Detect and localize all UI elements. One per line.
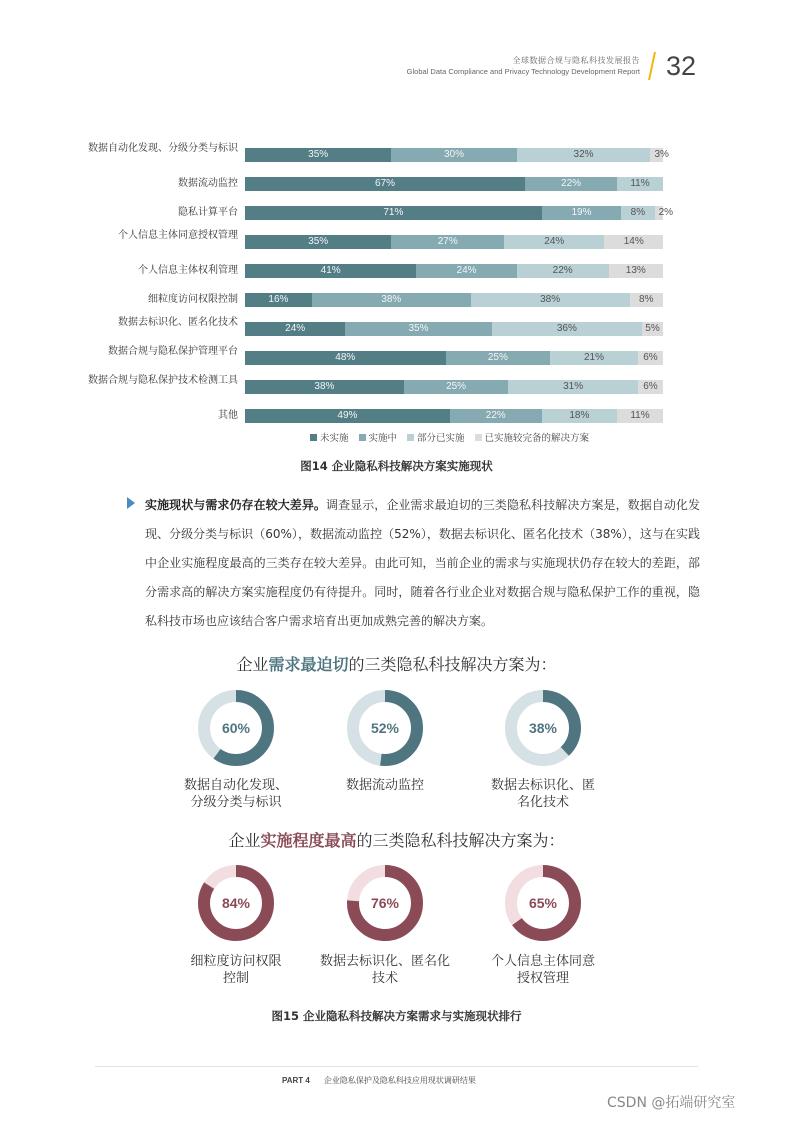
bar-segment [609, 264, 663, 278]
donut-label [310, 953, 460, 987]
bar-segment [492, 322, 642, 336]
stacked-bar [245, 293, 663, 307]
data-label: 13% [625, 265, 646, 276]
stacked-bar [245, 351, 663, 365]
bar-segment [650, 148, 669, 162]
legend-swatch [310, 434, 317, 441]
stacked-bar [245, 206, 674, 220]
category-label: 个人信息主体同意授权管理 [118, 230, 238, 241]
data-label: 6% [643, 352, 658, 363]
data-label: 38% [540, 294, 561, 305]
data-label: 67% [375, 178, 396, 189]
footer-divider [95, 1066, 698, 1067]
category-label: 隐私计算平台 [178, 207, 238, 218]
bar-segment [245, 148, 391, 162]
bar-segment [450, 409, 542, 423]
chart-legend [310, 430, 589, 444]
legend-swatch [359, 434, 366, 441]
bar-segment [638, 380, 663, 394]
chart-row [0, 140, 793, 169]
donut-label-line: 分级分类与标识 [190, 795, 282, 810]
donut-percentage: 84% [221, 895, 251, 911]
data-label: 14% [623, 236, 644, 247]
data-label: 11% [630, 410, 650, 421]
figure-15-caption: 图15 企业隐私科技解决方案需求与实施现状排行 [271, 1009, 522, 1023]
donut-chart [503, 688, 583, 768]
data-label: 38% [381, 294, 402, 305]
implement-title-highlight: 实施程度最高 [260, 831, 357, 850]
data-label: 71% [383, 207, 404, 218]
data-label: 25% [487, 352, 508, 363]
donut-chart [196, 688, 276, 768]
data-label: 22% [485, 410, 506, 421]
donut-label [161, 953, 311, 987]
category-label: 其他 [218, 410, 238, 421]
donut-label-line: 名化技术 [516, 795, 569, 810]
chart-row [0, 401, 793, 430]
donut-label-line: 数据去标识化、匿 [490, 778, 595, 793]
paragraph-lead: 实施现状与需求仍存在较大差异。 [145, 498, 326, 512]
header-divider [648, 52, 656, 80]
figure-14-caption: 图14 企业隐私科技解决方案实施现状 [300, 459, 493, 473]
bar-segment [245, 177, 525, 191]
chart-row [0, 285, 793, 314]
donut-chart [503, 863, 583, 943]
bar-segment [621, 206, 654, 220]
data-label: 3% [654, 149, 669, 160]
report-header [407, 55, 640, 77]
bar-segment [638, 351, 663, 365]
donut-chart [345, 863, 425, 943]
bar-segment [471, 293, 630, 307]
stacked-bar-chart [0, 140, 793, 450]
stacked-bar [245, 409, 663, 423]
donut-label [310, 777, 460, 794]
category-label: 数据自动化发现、分级分类与标识 [88, 143, 238, 154]
chart-row [0, 314, 793, 343]
data-label: 32% [573, 149, 594, 160]
category-label: 数据合规与隐私保护管理平台 [108, 346, 238, 357]
data-label: 24% [285, 323, 306, 334]
data-label: 16% [268, 294, 289, 305]
donut-percentage: 76% [370, 895, 400, 911]
donut-label-line: 技术 [371, 971, 398, 986]
bar-segment [345, 322, 491, 336]
stacked-bar [245, 235, 663, 249]
donut-label-line: 细粒度访问权限 [190, 954, 282, 969]
bar-segment [617, 409, 663, 423]
donut-percentage: 52% [370, 720, 400, 736]
bar-segment [245, 351, 446, 365]
footer-part: PART 4 [282, 1076, 310, 1085]
legend-item [475, 430, 590, 444]
chart-row [0, 372, 793, 401]
donut-chart [196, 863, 276, 943]
donut-label-line: 控制 [222, 971, 249, 986]
bar-segment [642, 322, 663, 336]
bar-segment [630, 293, 663, 307]
data-label: 49% [337, 410, 358, 421]
data-label: 35% [408, 323, 429, 334]
legend-label: 部分已实施 [417, 433, 465, 444]
legend-swatch [475, 434, 482, 441]
bar-segment [517, 264, 609, 278]
data-label: 30% [443, 149, 464, 160]
bar-segment [517, 148, 651, 162]
bar-segment [245, 293, 312, 307]
data-label: 8% [630, 207, 646, 218]
page-footer [282, 1075, 476, 1086]
stacked-bar [245, 380, 663, 394]
demand-title-highlight: 需求最迫切 [268, 655, 349, 674]
data-label: 48% [335, 352, 356, 363]
chart-row [0, 343, 793, 372]
demand-title-post: 的三类隐私科技解决方案为： [348, 655, 557, 674]
donut-chart [345, 688, 425, 768]
donut-percentage: 38% [528, 720, 558, 736]
data-label: 11% [630, 178, 650, 189]
data-label: 18% [569, 410, 590, 421]
data-label: 25% [446, 381, 467, 392]
bar-segment [416, 264, 516, 278]
data-label: 6% [643, 381, 658, 392]
paragraph-body: 调查显示，企业需求最迫切的三类隐私科技解决方案是，数据自动化发现、分级分类与标识（60%），数据流动监控（52%），数据去标识化、匿名化技术（38%），这与在实践中企业实施程度最高的三类存在较大差异。由此可知，当前企业的需求与实施现状仍存在较大的差距，部分需求高的解决方案实施程度仍有待提升。同时，随着各行业企业对数据合规与隐私保护工作的重视，隐私科技市场也应该结合客户需求培育出更加成熟完善的解决方案。 [145, 498, 700, 628]
legend-label: 实施中 [368, 433, 398, 444]
stacked-bar [245, 264, 663, 278]
legend-item [359, 430, 398, 444]
donut-label [468, 777, 618, 811]
implement-panel-title [0, 828, 793, 851]
data-label: 36% [556, 323, 577, 334]
watermark: CSDN @拓端研究室 [607, 1095, 736, 1111]
bar-segment [312, 293, 471, 307]
report-title-en: Global Data Compliance and Privacy Technology Development Report [406, 67, 640, 76]
bar-segment [391, 235, 504, 249]
donut-label-line: 数据自动化发现、 [183, 778, 288, 793]
data-label: 22% [561, 178, 582, 189]
bar-segment [245, 409, 450, 423]
bar-segment [404, 380, 509, 394]
data-label: 24% [456, 265, 477, 276]
page-number: 32 [666, 51, 697, 81]
data-label: 24% [544, 236, 565, 247]
bar-segment [508, 380, 638, 394]
stacked-bar [245, 177, 663, 191]
donut-label-line: 数据去标识化、匿名化 [319, 954, 450, 969]
category-label: 个人信息主体权利管理 [138, 265, 238, 276]
chart-row [0, 198, 793, 227]
bar-segment [655, 206, 674, 220]
stacked-bar [245, 148, 669, 162]
data-label: 31% [563, 381, 584, 392]
bar-segment [550, 351, 638, 365]
bar-segment [245, 235, 391, 249]
category-label: 数据合规与隐私保护技术检测工具 [88, 375, 238, 386]
footer-title: 企业隐私保护及隐私科技应用现状调研结果 [323, 1076, 476, 1085]
data-label: 35% [308, 236, 329, 247]
legend-label: 已实施较完备的解决方案 [484, 433, 590, 444]
data-label: 2% [658, 207, 674, 218]
data-label: 35% [308, 149, 329, 160]
category-label: 数据流动监控 [178, 178, 238, 189]
bar-segment [391, 148, 516, 162]
category-label: 数据去标识化、匿名化技术 [118, 317, 238, 328]
legend-swatch [407, 434, 414, 441]
donut-label [161, 777, 311, 811]
bar-segment [542, 409, 617, 423]
data-label: 22% [552, 265, 573, 276]
chart-row [0, 256, 793, 285]
bar-segment [245, 322, 345, 336]
donut-label-line: 个人信息主体同意 [490, 954, 595, 969]
bar-segment [504, 235, 604, 249]
body-paragraph [145, 491, 700, 636]
donut-label-line: 数据流动监控 [345, 778, 424, 793]
bar-segment [542, 206, 621, 220]
data-label: 5% [645, 323, 660, 334]
data-label: 21% [584, 352, 605, 363]
data-label: 41% [320, 265, 341, 276]
bar-segment [245, 206, 542, 220]
data-label: 38% [314, 381, 335, 392]
legend-item [407, 430, 465, 444]
donut-label-line: 授权管理 [516, 971, 569, 986]
donut-label [468, 953, 618, 987]
chart-row [0, 169, 793, 198]
bar-segment [245, 264, 416, 278]
implement-title-post: 的三类隐私科技解决方案为： [356, 831, 565, 850]
bar-segment [604, 235, 663, 249]
report-title-cn: 全球数据合规与隐私科技发展报告 [512, 56, 640, 65]
data-label: 8% [639, 294, 654, 305]
data-label: 19% [571, 207, 592, 218]
bullet-triangle-icon [127, 497, 135, 509]
legend-item [310, 430, 349, 444]
donut-percentage: 60% [221, 720, 251, 736]
demand-panel-title [0, 652, 793, 675]
demand-title-pre: 企业 [236, 655, 269, 674]
implement-title-pre: 企业 [228, 831, 261, 850]
category-label: 细粒度访问权限控制 [148, 294, 238, 305]
donut-percentage: 65% [528, 895, 558, 911]
data-label: 27% [437, 236, 458, 247]
bar-segment [446, 351, 551, 365]
bar-segment [245, 380, 404, 394]
stacked-bar [245, 322, 663, 336]
legend-label: 未实施 [320, 433, 349, 444]
bar-segment [525, 177, 617, 191]
chart-row [0, 227, 793, 256]
bar-segment [617, 177, 663, 191]
